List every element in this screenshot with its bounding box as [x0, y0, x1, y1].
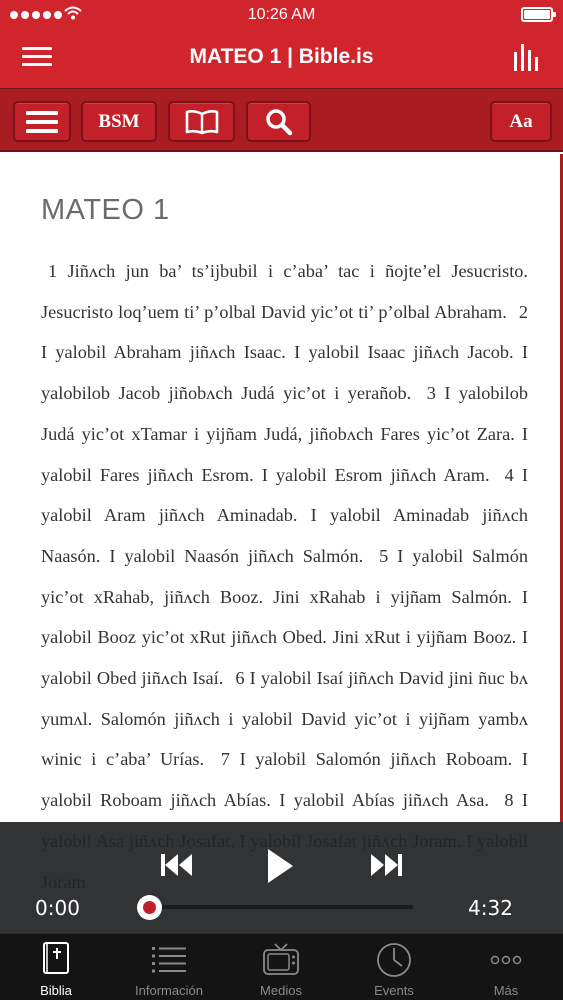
version-button[interactable]: [81, 101, 157, 142]
book-icon: [184, 109, 220, 135]
page-title: MATEO 1 | Bible.is: [189, 45, 374, 68]
chapter-title: MATEO 1: [41, 194, 170, 226]
more-icon: [488, 942, 524, 978]
verse-text: I yalobil Aram jiñʌch Aminadab. I yalobil Aminadab jiñʌch Naasón. I yalobil Naasón jiñʌch Salmón.: [41, 464, 528, 566]
verse-text: I yalobilob Judá yic’ot xTamar i yijñam Judá, jiñobʌch Fares yic’ot Zara. I yalobil Fares jiñʌch Esrom. I yalobil Esrom jiñʌch Aram.: [41, 383, 528, 485]
previous-button[interactable]: [161, 853, 193, 877]
verse-text: I yalobil Abraham jiñʌch Isaac. I yalobil Isaac jiñʌch Jacob. I yalobilob Jacob jiñobʌch Judá yic’ot i yerañob.: [41, 342, 528, 404]
verse-text: I: [521, 790, 529, 811]
font-size-button[interactable]: [490, 101, 552, 142]
verse-text: I yalobil Salomón jiñʌch Roboam. I yalobil Roboam jiñʌch Abías. I yalobil Abías jiñʌch Asa.: [41, 749, 528, 811]
tab-informacion[interactable]: [113, 934, 225, 1001]
verse-number: 5: [379, 545, 389, 566]
verse-number: 8: [504, 790, 514, 811]
play-button[interactable]: [268, 849, 293, 883]
list-menu-icon: [26, 111, 58, 133]
verse-number: 7: [220, 749, 230, 770]
list-icon: [152, 947, 186, 973]
chapter-list-button[interactable]: [13, 101, 71, 142]
next-button[interactable]: [370, 853, 402, 877]
bible-icon: [42, 942, 70, 976]
verse-number: 4: [504, 464, 514, 485]
tab-events[interactable]: [338, 934, 450, 1001]
font-size-label: Aa: [509, 110, 533, 132]
audio-player: [0, 822, 563, 933]
tab-label: Información: [135, 983, 203, 998]
total-time: 4:32: [468, 896, 513, 920]
battery-icon: [521, 7, 553, 22]
search-button[interactable]: [246, 101, 311, 142]
tab-label: Events: [374, 983, 414, 998]
status-bar: [0, 0, 563, 30]
title-bar: [0, 30, 563, 88]
search-icon: [265, 108, 293, 136]
tv-icon: [263, 942, 299, 976]
clock-icon: [376, 942, 412, 978]
progress-track[interactable]: [150, 905, 413, 909]
books-button[interactable]: [168, 101, 235, 142]
current-time: 0:00: [35, 896, 80, 920]
verse-number: 6: [235, 668, 245, 689]
version-label: BSM: [98, 110, 140, 132]
tab-medios[interactable]: [225, 934, 337, 1001]
tab-bar: [0, 933, 563, 1000]
status-time: 10:26 AM: [247, 6, 316, 23]
tab-label: Medios: [260, 983, 302, 998]
reader-content[interactable]: [0, 154, 563, 822]
tab-label: Más: [493, 983, 519, 998]
verse-number: 3: [426, 383, 436, 404]
tab-biblia[interactable]: [0, 934, 112, 1001]
scripture-text[interactable]: [41, 251, 528, 902]
verse-text: I yalobil Salmón yic’ot xRahab, jiñʌch Booz. Jini xRahab i yijñam Salmón. I yalobil Booz yic’ot xRut jiñʌch Obed. Jini xRut i yijñam Booz. I yalobil Obed jiñʌch Isaí.: [41, 545, 528, 689]
verse-number: 2: [518, 301, 528, 322]
verse-number: 1: [48, 261, 58, 281]
audio-bars-button[interactable]: [513, 42, 539, 72]
reader-toolbar: [0, 88, 563, 152]
verse-text: Jiñʌch jun ba’ ts’ijbubil i c’aba’ tac i ñojte’el Jesucristo. Jesucristo loq’uem ti’ p’olbal David yic’ot ti’ p’olbal Abraham.: [41, 261, 529, 322]
tab-mas[interactable]: [450, 934, 562, 1001]
progress-knob[interactable]: [137, 895, 162, 920]
tab-label: Biblia: [40, 983, 72, 998]
verse-text: I yalobil Isaí jiñʌch David jini ñuc bʌ yumʌl. Salomón jiñʌch i yalobil David yic’ot i yijñam yambʌ winic i c’aba’ Urías.: [41, 668, 528, 770]
